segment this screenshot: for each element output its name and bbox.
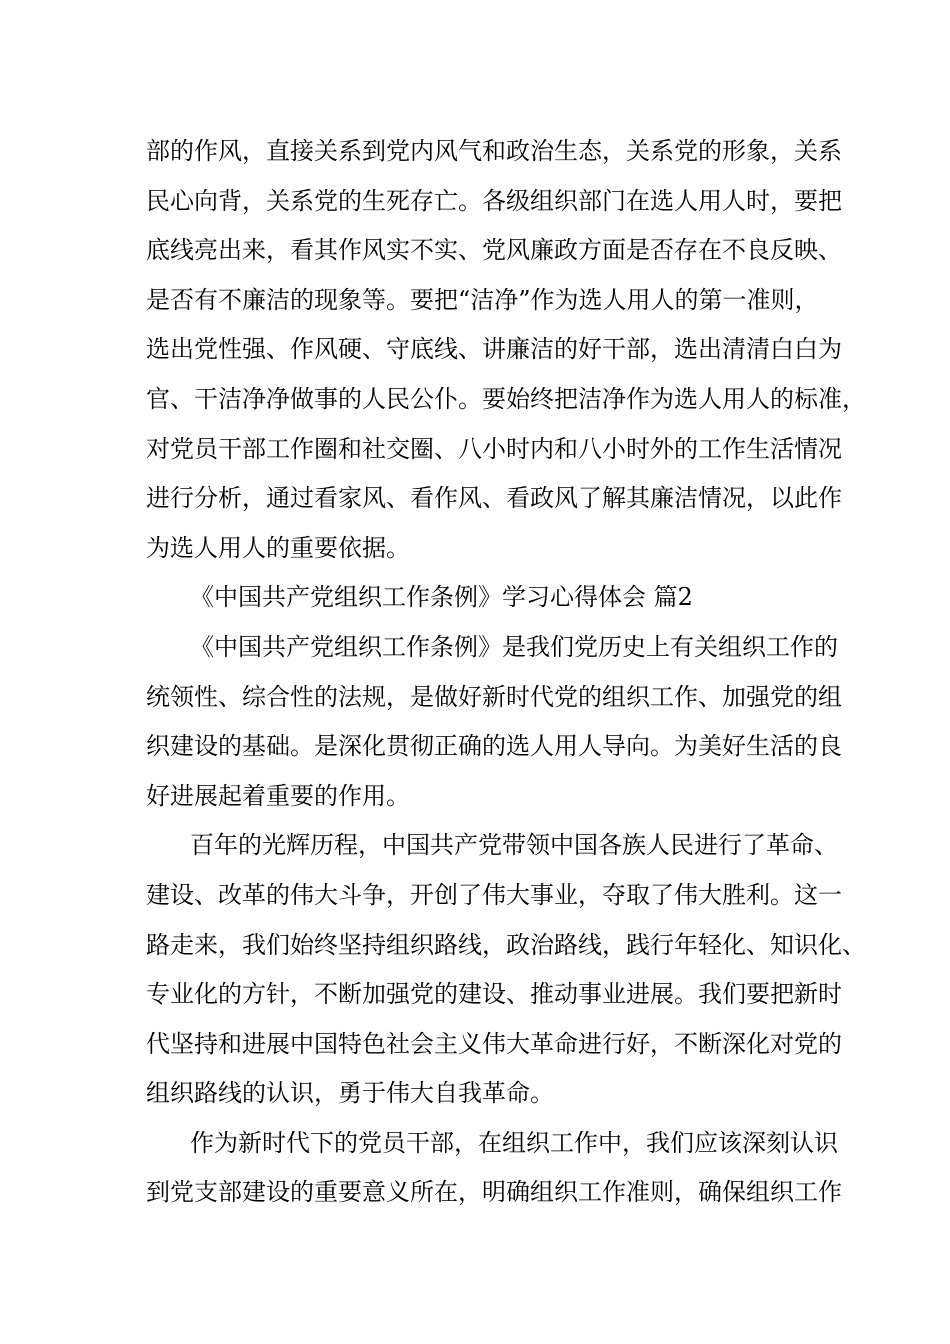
- text-line: 选出党性强、作风硬、守底线、讲廉洁的好干部，选出清清白白为: [146, 335, 842, 364]
- document-body: [146, 127, 866, 1218]
- section-heading: 《中国共产党组织工作条例》学习心得体会 篇2: [190, 583, 693, 612]
- text-line: 是否有不廉洁的现象等。要把“洁净”作为选人用人的第一准则，: [146, 285, 819, 314]
- text-line: 建设、改革的伟大斗争，开创了伟大事业，夺取了伟大胜利。这一: [146, 880, 842, 909]
- text-line: 《中国共产党组织工作条例》是我们党历史上有关组织工作的: [190, 632, 838, 661]
- text-line: 到党支部建设的重要意义所在，明确组织工作准则，确保组织工作: [146, 1178, 842, 1207]
- text-line: 官、干洁净净做事的人民公仆。要始终把洁净作为选人用人的标准，: [146, 384, 866, 413]
- text-line: 专业化的方针，不断加强党的建设、推动事业进展。我们要把新时: [146, 980, 842, 1009]
- text-line: 对党员干部工作圈和社交圈、八小时内和八小时外的工作生活情况: [146, 434, 842, 463]
- text-line: 路走来，我们始终坚持组织路线，政治路线，践行年轻化、知识化、: [146, 930, 866, 959]
- text-line: 为选人用人的重要依据。: [146, 533, 410, 562]
- text-line: 统领性、综合性的法规，是做好新时代党的组织工作、加强党的组: [146, 682, 842, 711]
- text-line: 底线亮出来，看其作风实不实、党风廉政方面是否存在不良反映、: [146, 236, 842, 265]
- text-line: 代坚持和进展中国特色社会主义伟大革命进行好，不断深化对党的: [146, 1029, 842, 1058]
- text-line: 部的作风，直接关系到党内风气和政治生态，关系党的形象，关系: [146, 137, 842, 165]
- text-line: 进行分析，通过看家风、看作风、看政风了解其廉洁情况，以此作: [146, 484, 842, 513]
- text-line: 组织路线的认识，勇于伟大自我革命。: [146, 1079, 554, 1108]
- text-line: 百年的光辉历程，中国共产党带领中国各族人民进行了革命、: [190, 831, 838, 860]
- text-line: 好进展起着重要的作用。: [146, 781, 410, 810]
- text-line: 民心向背，关系党的生死存亡。各级组织部门在选人用人时，要把: [146, 186, 842, 215]
- text-line: 作为新时代下的党员干部，在组织工作中，我们应该深刻认识: [190, 1128, 838, 1157]
- text-line: 织建设的基础。是深化贯彻正确的选人用人导向。为美好生活的良: [146, 732, 842, 761]
